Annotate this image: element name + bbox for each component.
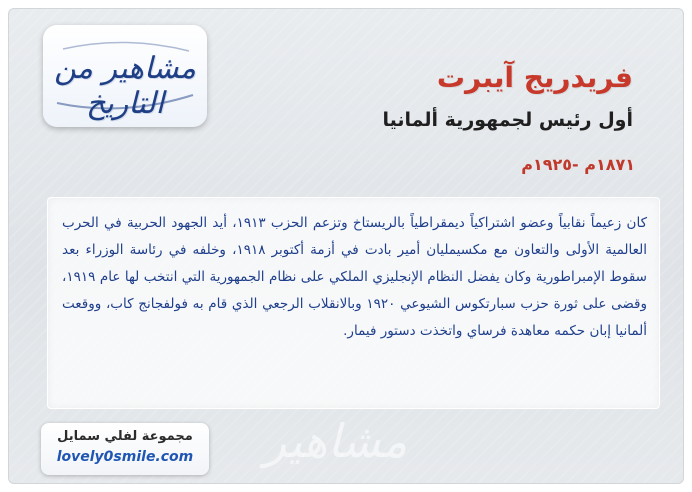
logo xyxy=(43,25,207,127)
credit-label: مجموعة لفلي سمايل xyxy=(57,429,193,444)
site-credit[interactable] xyxy=(41,423,209,475)
logo-text: مشاهير من التاريخ xyxy=(54,51,196,121)
page-subtitle: أول رئيس لجمهورية ألمانيا xyxy=(382,109,633,131)
life-dates: ١٨٧١م -١٩٢٥م xyxy=(521,155,635,174)
page-title: فريدريج آيبرت xyxy=(436,61,633,94)
background-watermark-text: مشاهير xyxy=(264,414,408,468)
page-frame xyxy=(8,8,684,484)
biography-box xyxy=(47,197,660,409)
biography-text: كان زعيماً نقابياً وعضو اشتراكياً ديمقراطياً بالريستاخ وتزعم الحزب ١٩١٣، أيد الجهود الحربية في الحرب العالمية الأولى والتعاون مع مكسيمليان أمير بادت في أزمة أكتوبر ١٩١٨، وخلفه في رئاسة الوزراء بعد سقوط الإمبراطورية وكان يفضل النظام الإنجليزي الملكي على نظام الجمهورية التي انتخب لها عام ١٩١٩، وقضى على ثورة حزب سبارتكوس الشيوعي ١٩٢٠ وبالانقلاب الرجعي الذي قام به فولفجانج كاب، ووقعت ألمانيا إبان حكمه معاهدة فرساي واتخذت دستور فيمار. xyxy=(62,215,647,339)
site-link[interactable]: lovely0smile.com xyxy=(56,449,194,465)
